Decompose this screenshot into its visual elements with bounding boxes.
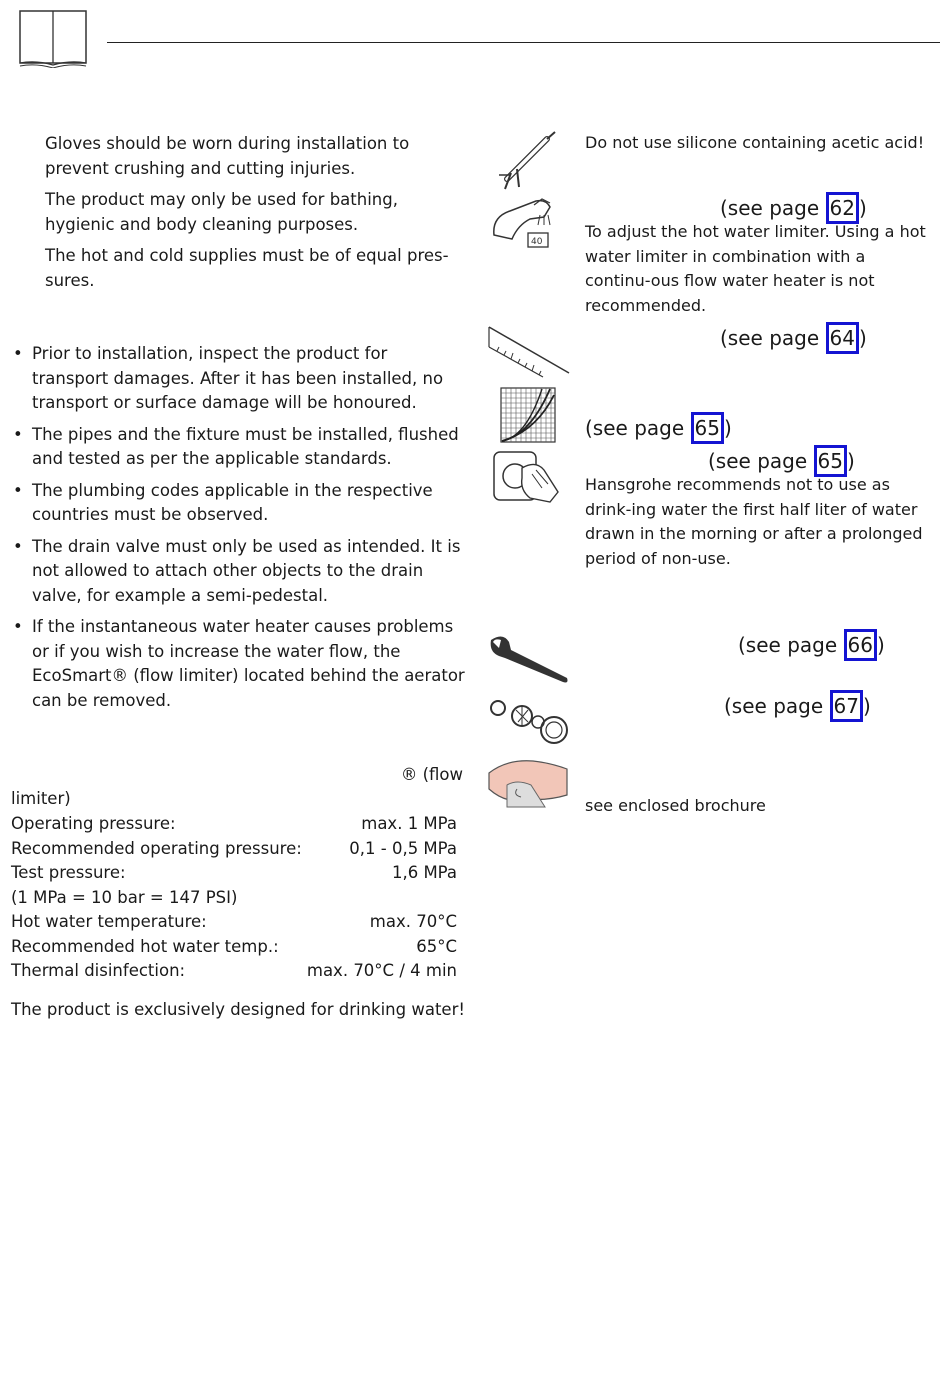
list-item: • The pipes and the fixture must be installed, flushed and tested as per the applicable standards. (11, 423, 466, 472)
list-item: • The drain valve must only be used as intended. It is not allowed to attach other objects to the drain valve, for example a semi-pedestal. (11, 535, 466, 609)
page-66-link[interactable]: 66 (844, 629, 877, 661)
see-page-ref (585, 412, 732, 444)
table-row (11, 935, 457, 960)
see-page-suffix: ) (862, 694, 871, 718)
see-page-suffix: ) (723, 416, 732, 440)
table-row (11, 861, 457, 886)
safety-section (45, 132, 470, 300)
see-page-prefix: (see page (724, 694, 830, 718)
spec-label: Hot water temperature: (11, 912, 207, 931)
see-page-prefix: (see page (585, 416, 691, 440)
hand-handle-icon (492, 448, 562, 504)
see-page-suffix: ) (876, 633, 885, 657)
spec-label: Test pressure: (11, 863, 126, 882)
see-page-suffix: ) (846, 449, 855, 473)
see-page-suffix: ) (858, 326, 867, 350)
header-rule (107, 42, 940, 43)
spec-value: 1,6 MPa (391, 863, 457, 882)
see-page-prefix: (see page (708, 449, 814, 473)
table-row (11, 959, 457, 984)
drinking-water-note: The product is exclusively designed for drinking water! (11, 1000, 465, 1019)
hansgrohe-recommendation: Hansgrohe recommends not to use as drink-ing water the first half liter of water drawn in the morning or after a prolonged period of non-use. (585, 475, 923, 568)
page-65-link[interactable]: 65 (814, 445, 847, 477)
wrench-icon (487, 632, 571, 688)
list-item: • Prior to installation, inspect the product for transport damages. After it has been installed, no transport or surface damage will be honoured. (11, 342, 466, 416)
spec-label: (1 MPa = 10 bar = 147 PSI) (11, 887, 238, 907)
silicone-note: Do not use silicone containing acetic acid! (585, 133, 925, 152)
hand-thermometer-icon (490, 195, 560, 251)
spec-value: max. 70°C / 4 min (306, 961, 457, 980)
list-item: • If the instantaneous water heater causes problems or if you wish to increase the water flow, the EcoSmart® (flow limiter) located behind the aerator can be removed. (11, 615, 466, 713)
table-row (11, 910, 457, 935)
svg-text:40: 40 (531, 237, 543, 247)
see-page-prefix: (see page (720, 196, 826, 220)
cleaning-cloth-icon (487, 755, 571, 811)
ecosmart-fragment-2: limiter) (11, 789, 71, 808)
ecosmart-fragment: ® (flow (400, 765, 463, 784)
dimension-ruler-icon (487, 323, 571, 379)
see-page-prefix: (see page (738, 633, 844, 657)
brochure-note: see enclosed brochure (585, 796, 766, 815)
spec-value: 0,1 - 0,5 MPa (349, 838, 457, 858)
installation-notes (11, 342, 466, 720)
tech-data-table (11, 812, 457, 984)
safety-paragraph: The hot and cold supplies must be of equal pres-sures. (45, 246, 449, 290)
spec-label: Thermal disinfection: (11, 961, 186, 980)
table-row (11, 886, 457, 911)
safety-paragraph: The product may only be used for bathing, hygienic and body cleaning purposes. (45, 190, 398, 234)
table-row (11, 837, 457, 862)
page-64-link[interactable]: 64 (826, 322, 859, 354)
aerator-parts-icon (488, 692, 572, 748)
spec-label: Operating pressure: (11, 814, 176, 833)
spec-value: max. 70°C (369, 912, 457, 931)
open-book-icon (19, 10, 87, 68)
see-page-ref (720, 322, 867, 354)
see-page-ref (738, 629, 885, 661)
page-62-link[interactable]: 62 (826, 192, 859, 224)
table-row (11, 812, 457, 837)
page-67-link[interactable]: 67 (830, 690, 863, 722)
spec-value: max. 1 MPa (361, 814, 457, 833)
list-item: • The plumbing codes applicable in the respective countries must be observed. (11, 479, 466, 528)
hot-limiter-text: To adjust the hot water limiter. Using a hot water limiter in combination with a continu-ous flow water heater is not recommended. (585, 222, 926, 315)
safety-paragraph: Gloves should be worn during installation to prevent crushing and cutting injuries. (45, 134, 410, 178)
spec-label: Recommended operating pressure: (11, 838, 302, 858)
spec-label: Recommended hot water temp.: (11, 936, 279, 956)
caulking-gun-icon (497, 131, 559, 191)
see-page-prefix: (see page (720, 326, 826, 350)
page-65-link[interactable]: 65 (691, 412, 724, 444)
see-page-ref (724, 690, 871, 722)
see-page-suffix: ) (858, 196, 867, 220)
flow-diagram-icon (500, 387, 556, 443)
spec-value: 65°C (416, 936, 457, 956)
